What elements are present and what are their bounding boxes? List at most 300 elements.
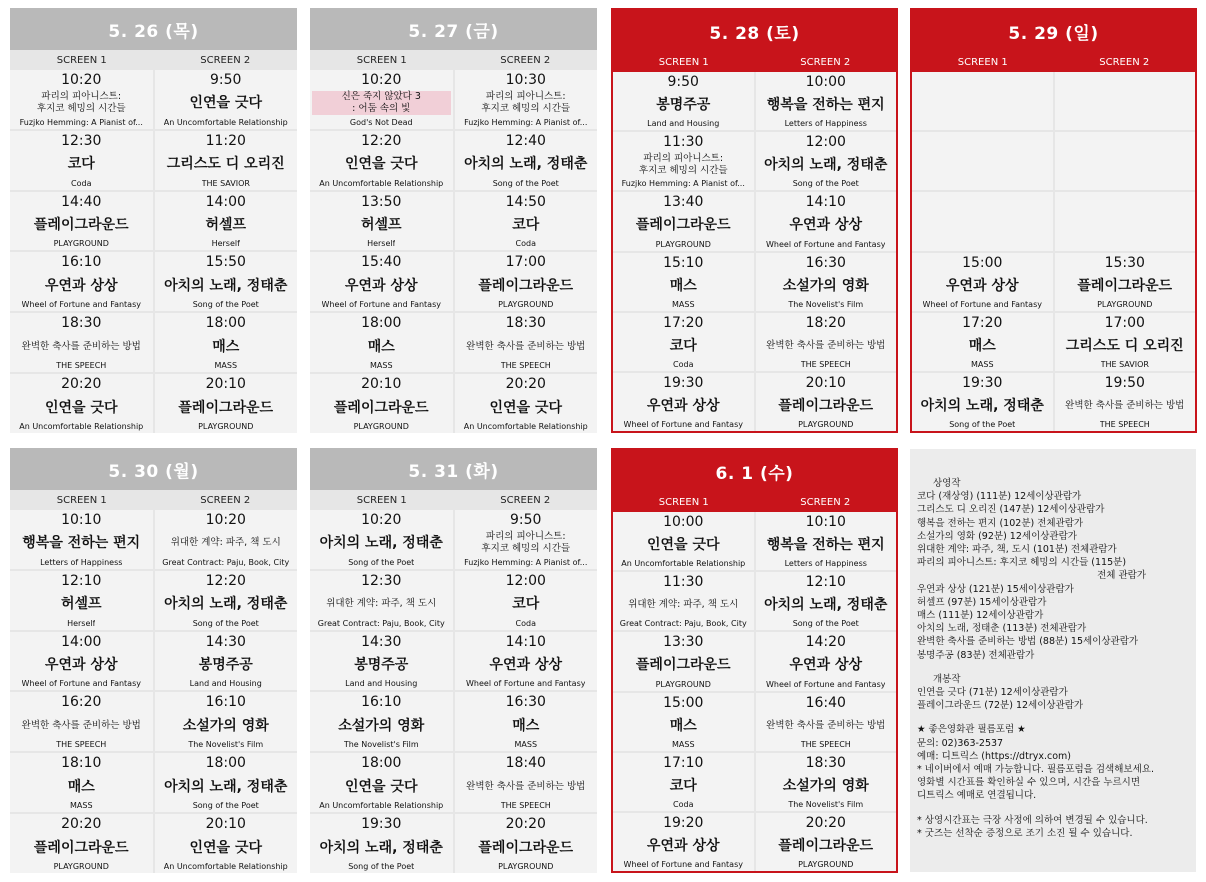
- showtime: 12:20: [205, 572, 246, 589]
- movie-title: 아치의 노래, 정태춘: [319, 839, 443, 856]
- movie-title-en: THE SPEECH: [500, 801, 551, 811]
- showtime-cell[interactable]: [10, 753, 153, 812]
- movie-title-en: THE SPEECH: [56, 740, 107, 750]
- movie-title: 봉명주공: [198, 657, 253, 674]
- showtime: 18:00: [205, 755, 246, 772]
- movie-title-en: An Uncomfortable Relationship: [463, 421, 588, 431]
- showtime-cell[interactable]: [1055, 253, 1196, 311]
- movie-title: 매스: [669, 717, 697, 734]
- showtime-cell[interactable]: [613, 813, 754, 871]
- showtime: 9:50: [210, 72, 242, 88]
- showtime-cell[interactable]: [455, 252, 598, 311]
- showtime: 12:00: [805, 134, 846, 151]
- showtime: 18:30: [505, 315, 546, 332]
- showtime-cell[interactable]: [455, 632, 598, 691]
- showtime-cell[interactable]: [455, 692, 598, 751]
- showtime: 11:20: [205, 132, 246, 149]
- movie-title: 플레이그라운드: [33, 217, 129, 234]
- showtime: 14:00: [205, 193, 246, 210]
- screen-labels: [10, 50, 297, 70]
- movie-title-en: Song of the Poet: [348, 861, 415, 871]
- movie-title: 아치의 노래, 정태춘: [164, 596, 288, 613]
- showtime-row: [912, 373, 1195, 431]
- movie-title: 위대한 계약: 파주, 책 도시: [628, 599, 739, 611]
- showtime-cell[interactable]: [10, 313, 153, 372]
- showtime: 10:20: [361, 512, 402, 528]
- showtime-cell[interactable]: [613, 72, 754, 130]
- movie-title: 우연과 상상: [489, 657, 562, 674]
- day-header: 6. 1 (수): [613, 450, 896, 492]
- showtime-cell[interactable]: [756, 253, 897, 311]
- screening-item: 완벽한 축사를 준비하는 방법 (88분) 15세이상관람가: [917, 636, 1139, 648]
- screening-rating-cont: 전체 관람가: [1097, 570, 1146, 582]
- showtime-cell[interactable]: [455, 571, 598, 630]
- showtime-cell[interactable]: [613, 313, 754, 371]
- showtime-cell[interactable]: [912, 373, 1053, 431]
- showtime: 10:10: [805, 514, 846, 530]
- showtime-row: [613, 253, 896, 311]
- showtime-row: [310, 632, 597, 691]
- showtime: 19:50: [1104, 374, 1145, 391]
- day-schedule: [10, 448, 297, 873]
- movie-title-en: Wheel of Fortune and Fantasy: [321, 300, 441, 310]
- opening-list: [917, 686, 1190, 712]
- showtime: 15:10: [663, 254, 704, 271]
- movie-title: 아치의 노래, 정태춘: [464, 156, 588, 173]
- showtime-cell[interactable]: [310, 192, 453, 251]
- movie-title: 완벽한 축사를 준비하는 방법: [1065, 399, 1185, 411]
- day-header: 5. 29 (일): [912, 10, 1195, 52]
- movie-title: 그리스도 디 오리진: [166, 156, 285, 173]
- screen-labels: [310, 50, 597, 70]
- screen-label: SCREEN 2: [200, 54, 251, 66]
- showtime-cell[interactable]: [613, 132, 754, 190]
- showtime: 18:30: [61, 315, 102, 332]
- screen-label: SCREEN 2: [800, 496, 851, 508]
- showtime-cell[interactable]: [455, 192, 598, 251]
- movie-title: 코다: [512, 596, 540, 613]
- showtime-cell[interactable]: [310, 131, 453, 190]
- showtime-cell[interactable]: [310, 814, 453, 873]
- movie-title-en: Coda: [673, 799, 694, 809]
- movie-title: 플레이그라운드: [1077, 277, 1173, 294]
- showtime: 15:30: [1104, 254, 1145, 271]
- movie-title-en: THE SPEECH: [1099, 420, 1150, 430]
- movie-title-en: MASS: [214, 361, 238, 371]
- movie-title: 매스: [367, 338, 395, 355]
- movie-title: 코다: [669, 337, 697, 354]
- showtime-cell[interactable]: [756, 693, 897, 751]
- movie-title: 코다: [67, 156, 95, 173]
- showtime: 14:00: [61, 633, 102, 650]
- showtime: 10:20: [361, 72, 402, 88]
- contact-line: 영화별 시간표를 확인하실 수 있으며, 시간을 누르시면: [917, 777, 1141, 789]
- contact-line: 디트릭스 예매로 연결됩니다.: [917, 790, 1037, 802]
- showtime: 12:30: [361, 572, 402, 589]
- movie-title: 인연을 긋다: [647, 537, 720, 554]
- notes-list: [917, 814, 1190, 840]
- showtime-cell[interactable]: [912, 253, 1053, 311]
- movie-title-en: Land and Housing: [189, 679, 262, 689]
- showtime-cell[interactable]: [613, 512, 754, 570]
- showtime-row: [310, 313, 597, 372]
- screen-label: SCREEN 1: [356, 494, 407, 506]
- showtime-cell[interactable]: [310, 70, 453, 129]
- empty-cell: [912, 132, 1053, 190]
- movie-title-en: Song of the Poet: [192, 801, 259, 811]
- movie-title-en: Herself: [367, 239, 396, 249]
- movie-title-en: An Uncomfortable Relationship: [319, 178, 444, 188]
- screen-label: SCREEN 2: [500, 54, 551, 66]
- movie-title-en: Great Contract: Paju, Book, City: [619, 619, 747, 629]
- day-schedule: [310, 8, 597, 433]
- showtime-cell[interactable]: [10, 374, 153, 433]
- movie-title: 봉명주공: [354, 657, 409, 674]
- showtime: 18:00: [361, 315, 402, 332]
- showtime: 18:30: [805, 754, 846, 771]
- showtime-cell[interactable]: [756, 132, 897, 190]
- movie-title-en: PLAYGROUND: [198, 421, 254, 431]
- showtime-cell[interactable]: [455, 131, 598, 190]
- screen-labels: [310, 490, 597, 510]
- showtime: 16:30: [505, 694, 546, 711]
- day-schedule: [10, 8, 297, 433]
- showtime-cell[interactable]: [756, 572, 897, 630]
- showtime-row: [613, 132, 896, 190]
- opening-title: 개봉작: [933, 673, 961, 685]
- opening-item: 플레이그라운드 (72분) 12세이상관람가: [917, 700, 1084, 712]
- movie-title-en: Coda: [515, 239, 536, 249]
- showtime-row: [613, 753, 896, 811]
- movie-title: 플레이그라운드: [333, 399, 429, 416]
- showtime-row: [10, 814, 297, 873]
- showtime: 12:20: [361, 132, 402, 149]
- movie-title-en: Song of the Poet: [192, 300, 259, 310]
- showtime-row: [912, 192, 1195, 250]
- showtime-cell[interactable]: [155, 252, 298, 311]
- movie-title-en: Coda: [515, 618, 536, 628]
- movie-title: 아치의 노래, 정태춘: [920, 397, 1044, 414]
- movie-title: 인연을 긋다: [45, 399, 118, 416]
- empty-cell: [1055, 72, 1196, 130]
- screen-labels: [613, 492, 896, 512]
- movie-title: 우연과 상상: [789, 217, 862, 234]
- movie-title-en: THE SAVIOR: [1100, 359, 1149, 369]
- movie-title: 인연을 긋다: [345, 778, 418, 795]
- movie-title: 우연과 상상: [946, 277, 1019, 294]
- movie-title-en: Fuzjko Hemming: A Pianist of...: [464, 557, 588, 567]
- day-schedule: [910, 8, 1197, 433]
- movie-title: 인연을 긋다: [189, 95, 262, 112]
- showtime: 17:00: [1104, 314, 1145, 331]
- movie-title: 우연과 상상: [789, 657, 862, 674]
- movie-title-en: Wheel of Fortune and Fantasy: [623, 860, 743, 870]
- screening-item: 소설가의 영화 (92분) 12세이상관람가: [917, 530, 1077, 542]
- showtime: 17:00: [505, 254, 546, 271]
- showtime-cell[interactable]: [613, 572, 754, 630]
- movie-title-en: PLAYGROUND: [655, 679, 711, 689]
- showtime-cell[interactable]: [155, 70, 298, 129]
- screening-item: 코다 (재상영) (111분) 12세이상관람가: [917, 491, 1082, 503]
- showtime-cell[interactable]: [756, 813, 897, 871]
- movie-title-en: Fuzjko Hemming: A Pianist of...: [19, 117, 143, 127]
- showtime-row: [310, 571, 597, 630]
- movie-title-en: PLAYGROUND: [353, 421, 409, 431]
- showtime-cell[interactable]: [10, 510, 153, 569]
- showtime-slots: [613, 72, 896, 431]
- movie-title-en: THE SPEECH: [56, 361, 107, 371]
- showtime-slots: [310, 70, 597, 433]
- movie-title: 아치의 노래, 정태춘: [164, 277, 288, 294]
- showtime: 9:50: [667, 74, 699, 90]
- movie-title: 파리의 피아니스트: 후지코 헤밍의 시간들: [481, 91, 571, 115]
- showtime: 10:00: [805, 74, 846, 90]
- movie-title: 파리의 피아니스트: 후지코 헤밍의 시간들: [481, 531, 571, 555]
- movie-title: 플레이그라운드: [635, 657, 731, 674]
- showtime: 19:30: [663, 374, 704, 391]
- movie-title-en: MASS: [69, 801, 93, 811]
- showtime: 16:30: [805, 254, 846, 271]
- showtime-cell[interactable]: [155, 571, 298, 630]
- movie-title: 소설가의 영화: [782, 277, 869, 294]
- showtime-cell[interactable]: [310, 571, 453, 630]
- movie-title-en: PLAYGROUND: [798, 860, 854, 870]
- showtime-cell[interactable]: [756, 72, 897, 130]
- movie-title: 완벽한 축사를 준비하는 방법: [21, 719, 141, 731]
- movie-title-en: PLAYGROUND: [498, 861, 554, 871]
- showtime-cell[interactable]: [756, 192, 897, 250]
- showtime-row: [10, 252, 297, 311]
- showtime-row: [613, 632, 896, 690]
- showtime-cell[interactable]: [756, 632, 897, 690]
- showtime: 19:20: [663, 814, 704, 831]
- showtime-cell[interactable]: [310, 252, 453, 311]
- showtime-cell[interactable]: [912, 313, 1053, 371]
- movie-title: 플레이그라운드: [778, 397, 874, 414]
- showtime-cell[interactable]: [613, 253, 754, 311]
- showtime-cell[interactable]: [155, 753, 298, 812]
- showtime: 18:00: [361, 755, 402, 772]
- showtime-cell[interactable]: [455, 70, 598, 129]
- movie-title: 완벽한 축사를 준비하는 방법: [466, 780, 586, 792]
- screening-item: 파리의 피아니스트: 후지코 헤밍의 시간들 (115분): [917, 557, 1127, 569]
- showtime-cell[interactable]: [10, 70, 153, 129]
- contact-line: * 네이버에서 예매 가능합니다. 필름포럼을 검색해보세요.: [917, 764, 1154, 776]
- showtime-cell[interactable]: [10, 571, 153, 630]
- showtime: 17:20: [962, 314, 1003, 331]
- showtime-cell[interactable]: [155, 192, 298, 251]
- day-header: 5. 27 (금): [310, 8, 597, 50]
- showtime-cell[interactable]: [455, 753, 598, 812]
- showtime-row: [310, 753, 597, 812]
- showtime-cell[interactable]: [310, 632, 453, 691]
- screen-label: SCREEN 2: [200, 494, 251, 506]
- showtime-cell[interactable]: [155, 692, 298, 751]
- movie-title-en: Wheel of Fortune and Fantasy: [466, 679, 586, 689]
- movie-title-en: THE SPEECH: [500, 361, 551, 371]
- movie-title-en: Letters of Happiness: [40, 557, 123, 567]
- showtime-cell[interactable]: [613, 192, 754, 250]
- showtime-cell[interactable]: [155, 814, 298, 873]
- showtime: 14:50: [505, 193, 546, 210]
- movie-title-en: An Uncomfortable Relationship: [319, 801, 444, 811]
- showtime: 10:00: [663, 514, 704, 530]
- showtime-cell[interactable]: [155, 632, 298, 691]
- showtime-cell[interactable]: [10, 131, 153, 190]
- movie-title: 우연과 상상: [45, 657, 118, 674]
- showtime-cell[interactable]: [455, 510, 598, 569]
- movie-title-en: An Uncomfortable Relationship: [163, 861, 288, 871]
- screening-item: 행복을 전하는 편지 (102분) 전체관람가: [917, 517, 1084, 529]
- showtime-row: [10, 510, 297, 569]
- showtime: 14:40: [61, 193, 102, 210]
- movie-title: 허셀프: [360, 217, 402, 234]
- screening-item: 위대한 계약: 파주, 책, 도시 (101분) 전체관람가: [917, 544, 1117, 556]
- movie-title: 플레이그라운드: [635, 217, 731, 234]
- movie-title-en: The Novelist's Film: [788, 299, 864, 309]
- screen-label: SCREEN 1: [356, 54, 407, 66]
- showtime-cell[interactable]: [155, 313, 298, 372]
- note-line: * 상영시간표는 극장 사정에 의하여 변경될 수 있습니다.: [917, 814, 1148, 826]
- showtime-cell[interactable]: [310, 692, 453, 751]
- screening-item: 허셀프 (97분) 15세이상관람가: [917, 596, 1047, 608]
- day-header: 5. 26 (목): [10, 8, 297, 50]
- showtime: 20:20: [505, 376, 546, 393]
- day-header: 5. 28 (토): [613, 10, 896, 52]
- showtime-cell[interactable]: [1055, 313, 1196, 371]
- movie-title: 행복을 전하는 편지: [766, 537, 885, 554]
- movie-title-en: THE SAVIOR: [201, 178, 250, 188]
- showtime-cell[interactable]: [155, 374, 298, 433]
- empty-cell: [1055, 132, 1196, 190]
- showtime: 11:30: [663, 134, 704, 151]
- screen-label: SCREEN 1: [957, 56, 1008, 68]
- showtime-cell[interactable]: [756, 753, 897, 811]
- showtime-cell[interactable]: [10, 632, 153, 691]
- screening-title: 상영작: [933, 478, 961, 489]
- movie-title-en: Fuzjko Hemming: A Pianist of...: [621, 179, 745, 189]
- showtime-cell[interactable]: [310, 374, 453, 433]
- movie-title: 우연과 상상: [647, 397, 720, 414]
- showtime-row: [310, 510, 597, 569]
- showtime-slots: [613, 512, 896, 871]
- showtime-row: [310, 131, 597, 190]
- movie-title-en: Wheel of Fortune and Fantasy: [922, 299, 1042, 309]
- screening-item: 봉명주공 (83분) 전체관람가: [917, 649, 1035, 661]
- movie-title: 완벽한 축사를 준비하는 방법: [21, 340, 141, 352]
- showtime: 12:40: [505, 132, 546, 149]
- movie-title-en: Song of the Poet: [792, 619, 859, 629]
- day-schedule: [611, 448, 898, 873]
- movie-title: 플레이그라운드: [478, 839, 574, 856]
- movie-title: 아치의 노래, 정태춘: [764, 157, 888, 174]
- showtime-cell[interactable]: [10, 192, 153, 251]
- showtime-cell[interactable]: [10, 252, 153, 311]
- movie-title: 행복을 전하는 편지: [22, 535, 141, 552]
- movie-title: 플레이그라운드: [478, 277, 574, 294]
- showtime-row: [310, 692, 597, 751]
- showtime-row: [10, 70, 297, 129]
- showtime: 17:20: [663, 314, 704, 331]
- showtime: 13:40: [663, 194, 704, 211]
- showtime-row: [613, 313, 896, 371]
- movie-title-en: MASS: [514, 740, 538, 750]
- showtime: 20:10: [205, 816, 246, 833]
- showtime-cell[interactable]: [155, 131, 298, 190]
- screen-label: SCREEN 1: [658, 496, 709, 508]
- showtime-cell[interactable]: [310, 753, 453, 812]
- movie-title: 그리스도 디 오리진: [1065, 337, 1184, 354]
- showtime-cell[interactable]: [613, 632, 754, 690]
- movie-title-en: Herself: [211, 239, 240, 249]
- showtime: 19:30: [361, 816, 402, 833]
- movie-title: 플레이그라운드: [778, 837, 874, 854]
- showtime-cell[interactable]: [756, 313, 897, 371]
- movie-title-en: MASS: [671, 739, 695, 749]
- movie-title: 소설가의 영화: [782, 777, 869, 794]
- showtime-cell[interactable]: [613, 693, 754, 751]
- movie-title: 코다: [669, 777, 697, 794]
- showtime-row: [310, 374, 597, 433]
- movie-title-en: MASS: [671, 299, 695, 309]
- showtime-slots: [310, 510, 597, 873]
- showtime: 13:50: [361, 193, 402, 210]
- showtime: 15:00: [962, 254, 1003, 271]
- day-header: 5. 31 (화): [310, 448, 597, 490]
- movie-title-en: PLAYGROUND: [53, 239, 109, 249]
- movie-title: 소설가의 영화: [182, 717, 269, 734]
- showtime: 20:20: [805, 814, 846, 831]
- showtime-cell[interactable]: [310, 313, 453, 372]
- showtime-row: [613, 512, 896, 570]
- movie-title: 봉명주공: [656, 97, 711, 114]
- note-line: * 굿즈는 선착순 증정으로 조기 소진 될 수 있습니다.: [917, 827, 1133, 839]
- day-schedule: [310, 448, 597, 873]
- showtime-cell[interactable]: [10, 814, 153, 873]
- showtime-row: [10, 571, 297, 630]
- movie-title: 파리의 피아니스트: 후지코 헤밍의 시간들: [36, 91, 126, 115]
- showtime-row: [10, 313, 297, 372]
- movie-title-en: Song of the Poet: [192, 618, 259, 628]
- showtime: 18:20: [805, 314, 846, 331]
- info-panel: [910, 449, 1196, 872]
- showtime-cell[interactable]: [10, 692, 153, 751]
- screening-item: 우연과 상상 (121분) 15세이상관람가: [917, 583, 1074, 595]
- movie-title-en: Song of the Poet: [792, 179, 859, 189]
- movie-title-en: Fuzjko Hemming: A Pianist of...: [464, 117, 588, 127]
- showtime-cell[interactable]: [613, 373, 754, 431]
- movie-title-en: PLAYGROUND: [1097, 299, 1153, 309]
- movie-title: 아치의 노래, 정태춘: [319, 535, 443, 552]
- movie-title: 우연과 상상: [345, 277, 418, 294]
- showtime-row: [310, 70, 597, 129]
- showtime-cell[interactable]: [1055, 373, 1196, 431]
- showtime-row: [613, 192, 896, 250]
- showtime-cell[interactable]: [455, 374, 598, 433]
- movie-title-en: Song of the Poet: [492, 178, 559, 188]
- movie-title-en: The Novelist's Film: [343, 740, 419, 750]
- showtime-cell[interactable]: [756, 373, 897, 431]
- showtime-cell[interactable]: [455, 313, 598, 372]
- showtime-cell[interactable]: [613, 753, 754, 811]
- showtime-cell[interactable]: [155, 510, 298, 569]
- showtime-row: [912, 313, 1195, 371]
- movie-title-en: The Novelist's Film: [188, 740, 264, 750]
- showtime-cell[interactable]: [756, 512, 897, 570]
- showtime-cell[interactable]: [310, 510, 453, 569]
- showtime-row: [613, 373, 896, 431]
- showtime-cell[interactable]: [455, 814, 598, 873]
